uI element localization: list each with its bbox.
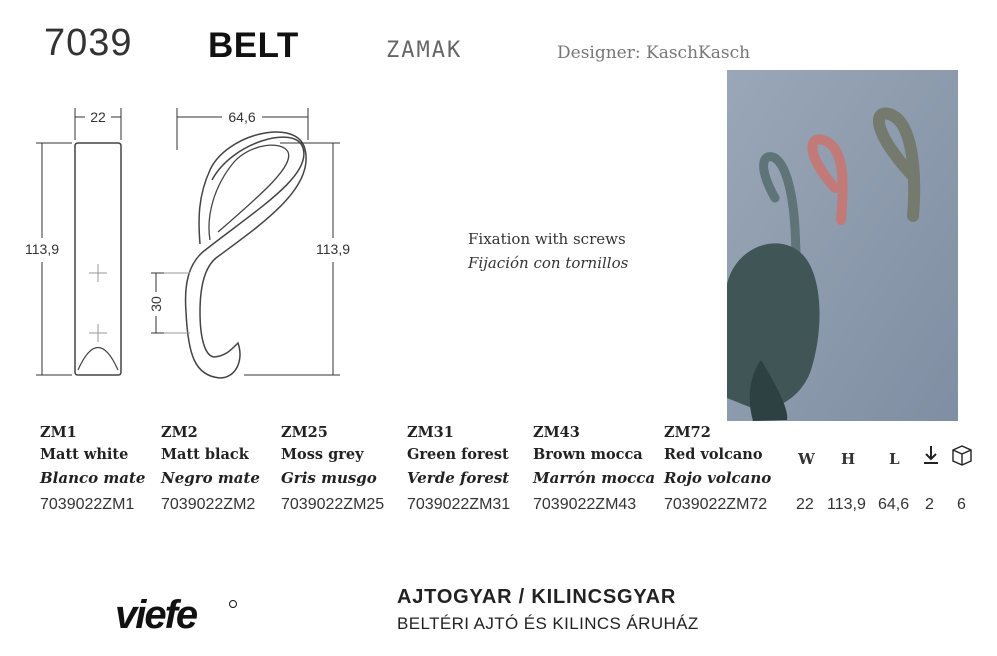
spacing-label: 30 <box>148 296 164 312</box>
variant-ref: 7039022ZM31 <box>407 496 511 513</box>
variant-name-en: Brown mocca <box>533 446 643 463</box>
spec-value-screws: 2 <box>925 496 934 513</box>
height-label-left: 113,9 <box>25 241 59 257</box>
height-dimension-line-left <box>36 143 72 375</box>
box-icon <box>950 444 974 466</box>
svg-text:viefe: viefe <box>115 593 197 636</box>
spec-header-w: W <box>798 450 815 468</box>
variant-zm2 <box>161 424 260 514</box>
variant-ref: 7039022ZM2 <box>161 496 256 513</box>
variant-code: ZM25 <box>281 424 328 441</box>
product-photo <box>727 70 958 421</box>
variant-ref: 7039022ZM25 <box>281 496 385 513</box>
hook-inner-loop <box>209 145 289 240</box>
spec-value-l: 64,6 <box>878 496 910 513</box>
length-label: 64,6 <box>228 109 256 125</box>
designer-label: Designer: KaschKasch <box>557 43 751 63</box>
variant-name-es: Negro mate <box>161 469 260 487</box>
product-code: 7039 <box>44 22 133 64</box>
variant-code: ZM2 <box>161 424 198 441</box>
variant-name-en: Matt white <box>40 446 129 463</box>
spec-header-l: L <box>889 450 900 468</box>
shop-subtitle: BELTÉRI AJTÓ ÉS KILINCS ÁRUHÁZ <box>397 614 699 633</box>
variant-name-es: Blanco mate <box>40 469 146 487</box>
width-label: 22 <box>90 109 106 125</box>
variant-zm43 <box>533 424 655 514</box>
material-label: ZAMAK <box>386 38 463 63</box>
variant-zm1 <box>40 424 145 514</box>
variant-ref: 7039022ZM72 <box>664 496 768 513</box>
spec-value-w: 22 <box>796 496 814 513</box>
spec-value-pack: 6 <box>957 496 966 513</box>
height-dimension-line-right <box>244 143 340 375</box>
variant-name-en: Green forest <box>407 446 509 463</box>
spec-value-h: 113,9 <box>827 496 866 513</box>
variant-code: ZM1 <box>40 424 77 441</box>
variant-code: ZM43 <box>533 424 580 441</box>
variant-zm72 <box>664 424 771 514</box>
screw-down-icon <box>922 444 940 466</box>
variant-name-es: Gris musgo <box>281 469 377 487</box>
variant-name-en: Matt black <box>161 446 249 463</box>
variant-ref: 7039022ZM43 <box>533 496 637 513</box>
shop-title: AJTOGYAR / KILINCSGYAR <box>397 586 677 608</box>
spec-header-h: H <box>841 450 856 468</box>
variant-name-es: Rojo volcano <box>664 469 772 487</box>
height-label-right: 113,9 <box>316 241 350 257</box>
product-name: BELT <box>208 26 299 65</box>
front-view-base-arc <box>78 348 118 371</box>
technical-drawing <box>18 100 378 390</box>
fixation-en: Fixation with screws <box>468 230 626 248</box>
variant-zm25 <box>281 424 384 514</box>
variant-code: ZM72 <box>664 424 711 441</box>
hook-outline <box>186 132 307 378</box>
variant-ref: 7039022ZM1 <box>40 496 135 513</box>
variant-name-en: Red volcano <box>664 446 763 463</box>
variant-name-es: Marrón mocca <box>533 469 656 487</box>
fixation-es: Fijación con tornillos <box>468 254 629 272</box>
variant-code: ZM31 <box>407 424 454 441</box>
viefe-logo <box>113 588 238 636</box>
variant-zm31 <box>407 424 510 514</box>
screw-marker <box>89 264 107 342</box>
variant-name-es: Verde forest <box>407 469 510 487</box>
variant-name-en: Moss grey <box>281 446 364 463</box>
